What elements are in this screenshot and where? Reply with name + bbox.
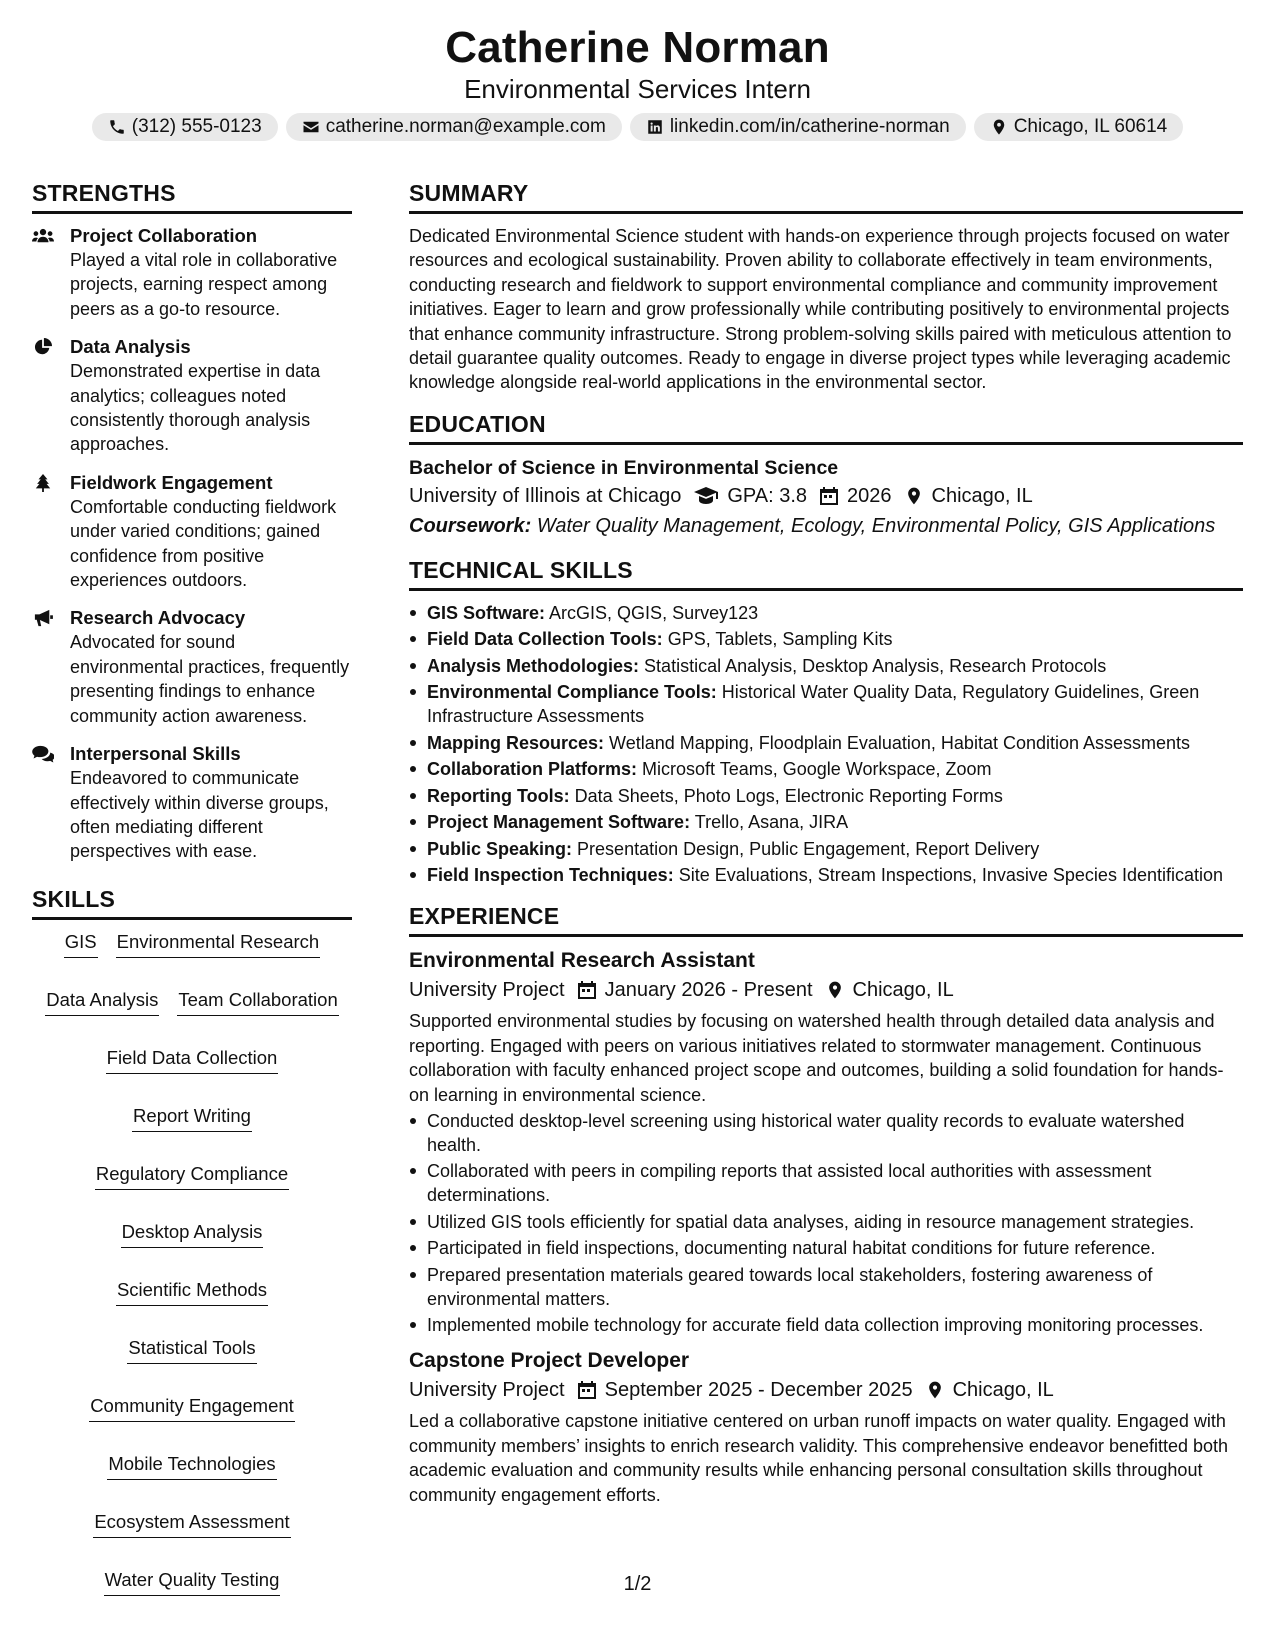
- skill-tag: Statistical Tools: [127, 1336, 256, 1364]
- list-item: Prepared presentation materials geared towards local stakeholders, fostering awareness of environmental matters.: [409, 1263, 1243, 1311]
- map-pin-icon: [925, 1380, 945, 1400]
- strength-item: [32, 335, 352, 457]
- skill-tag: Team Collaboration: [177, 988, 338, 1016]
- users-icon: [32, 227, 54, 245]
- list-item: [409, 601, 1243, 625]
- job-meta: [409, 1375, 1243, 1405]
- grad-year: 2026: [847, 484, 892, 507]
- contact-linkedin[interactable]: [630, 113, 966, 141]
- tech-skill-label: Environmental Compliance Tools:: [427, 682, 717, 703]
- list-item: [409, 837, 1243, 861]
- email-text: catherine.norman@example.com: [325, 116, 606, 137]
- map-pin-icon: [825, 980, 845, 1000]
- experience-heading: EXPERIENCE: [409, 901, 1243, 937]
- skill-tag: Desktop Analysis: [121, 1220, 264, 1248]
- skill-tag: Ecosystem Assessment: [93, 1510, 290, 1538]
- linkedin-text: linkedin.com/in/catherine-norman: [669, 116, 950, 137]
- list-item: [409, 680, 1243, 728]
- list-item: [409, 810, 1243, 834]
- contact-bar: [0, 113, 1275, 141]
- list-item: Utilized GIS tools efficiently for spatial data analyses, aiding in resource management strategies.: [409, 1210, 1243, 1234]
- job-meta: [409, 975, 1243, 1005]
- tech-skill-label: Collaboration Platforms:: [427, 759, 638, 780]
- tech-skill-label: Mapping Resources:: [427, 732, 605, 753]
- job-description: Led a collaborative capstone initiative centered on urban runoff impacts on water quality. Engaged with community members’ insights to enrich research validity. This comprehensive endeavor benefitted both academic evaluation and community results while enhancing personal consultation skills throughout community engagement efforts.: [409, 1411, 1229, 1505]
- tech-skill-value: Trello, Asana, JIRA: [694, 812, 849, 833]
- right-column: [409, 178, 1243, 1507]
- comments-icon: [32, 745, 54, 763]
- strength-name: Fieldwork Engagement: [70, 471, 273, 493]
- skill-tag: Mobile Technologies: [107, 1452, 276, 1480]
- tech-skill-label: Analysis Methodologies:: [427, 655, 640, 676]
- strength-item: [32, 471, 352, 593]
- strength-item: [32, 606, 352, 728]
- tech-skill-label: Field Data Collection Tools:: [427, 629, 663, 650]
- skill-tag: Community Engagement: [89, 1394, 295, 1422]
- skill-tag: Scientific Methods: [116, 1278, 268, 1306]
- left-column: [32, 178, 352, 1596]
- education-heading: EDUCATION: [409, 409, 1243, 445]
- tech-skill-value: Presentation Design, Public Engagement, Report Delivery: [577, 838, 1040, 859]
- phone-text: (312) 555-0123: [131, 116, 262, 137]
- job-location: Chicago, IL: [852, 979, 954, 1002]
- linkedin-icon: [646, 118, 664, 136]
- list-item: [409, 627, 1243, 651]
- coursework: [409, 511, 1243, 541]
- job-title: Capstone Project Developer: [409, 1349, 690, 1373]
- skill-tag: GIS: [64, 930, 98, 958]
- strength-desc: Advocated for sound environmental practices, frequently presenting findings to enhance community action awareness.: [70, 632, 350, 726]
- strength-name: Data Analysis: [70, 336, 191, 358]
- list-item: Participated in field inspections, documenting natural habitat conditions for future reference.: [409, 1236, 1243, 1260]
- pie-chart-icon: [32, 338, 54, 356]
- page-number: 1/2: [623, 1573, 652, 1595]
- job-description: Supported environmental studies by focusing on watershed health through detailed data analysis and reporting. Engaged with peers on various initiatives related to stormwater management. Continuous collaboration with faculty enhanced project scope and outcomes, building a solid foundation for hands-on learning in environmental science.: [409, 1011, 1224, 1105]
- candidate-name: Catherine Norman: [445, 23, 830, 72]
- skill-tag: Regulatory Compliance: [95, 1162, 289, 1190]
- strength-desc: Comfortable conducting fieldwork under varied conditions; gained confidence from positive experiences outdoors.: [70, 496, 337, 591]
- calendar-icon: [819, 486, 839, 506]
- skill-tag: Environmental Research: [116, 930, 321, 958]
- tech-skill-label: Public Speaking:: [427, 838, 573, 859]
- calendar-icon: [577, 1380, 597, 1400]
- tech-skill-value: Data Sheets, Photo Logs, Electronic Reporting Forms: [574, 785, 1003, 806]
- strength-name: Project Collaboration: [70, 225, 258, 246]
- job-entry: [409, 1347, 1243, 1507]
- contact-phone[interactable]: [92, 113, 278, 141]
- megaphone-icon: [32, 609, 54, 627]
- tech-skill-label: Field Inspection Techniques:: [427, 865, 674, 886]
- summary-heading: SUMMARY: [409, 178, 1243, 214]
- tech-skill-label: Reporting Tools:: [427, 785, 570, 806]
- envelope-icon: [302, 118, 320, 136]
- list-item: Collaborated with peers in compiling reports that assisted local authorities with assessment determinations.: [409, 1159, 1243, 1207]
- gpa-text: GPA: 3.8: [727, 484, 808, 507]
- tech-skill-value: Historical Water Quality Data, Regulatory Guidelines, Green Infrastructure Assessments: [427, 682, 1200, 727]
- education-meta: [409, 481, 1243, 511]
- skill-tag: Field Data Collection: [106, 1046, 279, 1074]
- job-location: Chicago, IL: [952, 1379, 1054, 1402]
- job-entry: [409, 947, 1243, 1337]
- location-text: Chicago, IL 60614: [1013, 116, 1168, 137]
- list-item: [409, 731, 1243, 755]
- candidate-title: Environmental Services Intern: [464, 74, 811, 104]
- tech-skill-value: GPS, Tablets, Sampling Kits: [667, 629, 893, 650]
- coursework-text: Water Quality Management, Ecology, Environmental Policy, GIS Applications: [536, 514, 1216, 537]
- list-item: [409, 784, 1243, 808]
- tech-skill-value: ArcGIS, QGIS, Survey123: [549, 602, 759, 623]
- tech-skill-value: Wetland Mapping, Floodplain Evaluation, Habitat Condition Assessments: [609, 732, 1191, 753]
- map-pin-icon: [904, 486, 924, 506]
- list-item: [409, 757, 1243, 781]
- strength-name: Research Advocacy: [70, 607, 246, 629]
- map-pin-icon: [990, 118, 1008, 136]
- technical-skills-heading: TECHNICAL SKILLS: [409, 555, 1243, 591]
- strength-desc: Played a vital role in collaborative projects, earning respect among peers as a go-to resource.: [70, 250, 338, 319]
- skill-tag: Water Quality Testing: [104, 1568, 281, 1596]
- skills-heading: SKILLS: [32, 884, 352, 920]
- job-org: University Project: [409, 1379, 565, 1402]
- resume-header: [0, 0, 1275, 141]
- strength-item: [32, 224, 352, 321]
- tech-skill-value: Site Evaluations, Stream Inspections, Invasive Species Identification: [678, 865, 1224, 886]
- school-name: University of Illinois at Chicago: [409, 484, 682, 507]
- phone-icon: [108, 118, 126, 136]
- list-item: Implemented mobile technology for accurate field data collection improving monitoring processes.: [409, 1313, 1243, 1337]
- job-title: Environmental Research Assistant: [409, 949, 755, 973]
- job-bullets: [409, 1109, 1243, 1338]
- contact-location: [974, 113, 1184, 141]
- school-location: Chicago, IL: [931, 484, 1033, 507]
- tech-skill-value: Statistical Analysis, Desktop Analysis, Research Protocols: [644, 655, 1107, 676]
- strength-desc: Demonstrated expertise in data analytics; colleagues noted consistently thorough analysis approaches.: [70, 361, 321, 455]
- tree-icon: [32, 474, 54, 492]
- summary-text: Dedicated Environmental Science student with hands-on experience through projects focused on water resources and ecological sustainability. Proven ability to collaborate effectively in team environments, conducting research and fieldwork to support environmental compliance and community improvement initiatives. Eager to learn and grow professionally while contributing positively to environmental projects that enhance community infrastructure. Strong problem-solving skills paired with meticulous attention to detail guarantee quality outcomes. Ready to engage in diverse project types while leveraging academic knowledge alongside real-world applications in the environmental sector.: [409, 226, 1232, 393]
- job-dates: January 2026 - Present: [604, 979, 813, 1002]
- contact-email[interactable]: [286, 113, 622, 141]
- tech-skill-label: GIS Software:: [427, 602, 546, 623]
- strength-item: [32, 742, 352, 864]
- job-org: University Project: [409, 979, 565, 1002]
- tech-skill-label: Project Management Software:: [427, 812, 691, 833]
- list-item: [409, 863, 1243, 887]
- strengths-heading: STRENGTHS: [32, 178, 352, 214]
- list-item: Conducted desktop-level screening using historical water quality records to evaluate watershed health.: [409, 1109, 1243, 1157]
- strength-desc: Endeavored to communicate effectively within diverse groups, often mediating different perspectives with ease.: [70, 768, 329, 862]
- skill-tag: Data Analysis: [45, 988, 159, 1016]
- degree-name: Bachelor of Science in Environmental Science: [409, 456, 839, 479]
- skills-list: [32, 930, 352, 1596]
- calendar-icon: [577, 980, 597, 1000]
- technical-skills-list: [409, 601, 1243, 888]
- job-dates: September 2025 - December 2025: [604, 1379, 913, 1402]
- skill-tag: Report Writing: [132, 1104, 252, 1132]
- graduation-cap-icon: [693, 486, 719, 506]
- tech-skill-value: Microsoft Teams, Google Workspace, Zoom: [642, 759, 992, 780]
- coursework-label: Coursework:: [409, 514, 532, 537]
- strength-name: Interpersonal Skills: [70, 743, 241, 765]
- list-item: [409, 654, 1243, 678]
